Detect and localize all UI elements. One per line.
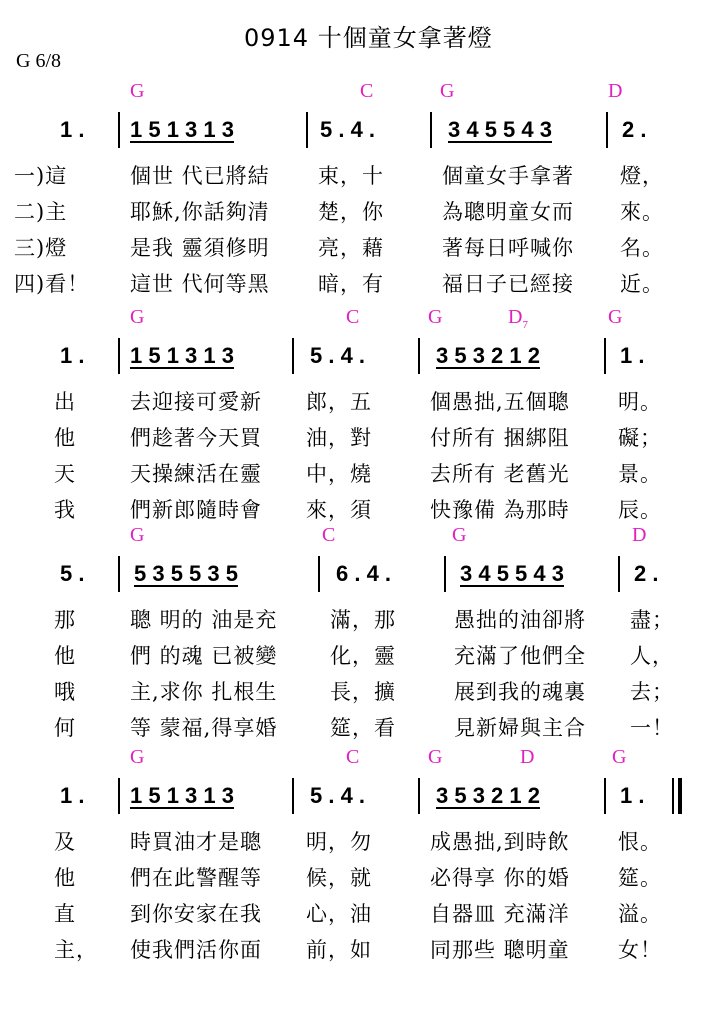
lyric-segment: 二)主 [14,200,68,224]
lyric-segment: 他 [54,866,76,890]
lyric-segment: 明，勿 [306,830,372,854]
note-group: 5 . 4 . [310,343,366,368]
lyric-segment: 前，如 [306,938,372,962]
lyric-segment: 心，油 [306,902,372,926]
note-group: 3 4 5 5 4 3 [460,561,564,586]
key-signature: G 6/8 [16,50,61,72]
note-group: 3 5 3 2 1 2 [436,783,540,808]
lyric-segment: 及 [54,830,76,854]
lyric-segment: 這世 代何等黑 [130,272,270,296]
lyric-segment: 楚，你 [318,200,384,224]
lyric-segment: 化，靈 [330,644,396,668]
bar-line [430,112,432,148]
note-group: 3 4 5 5 4 3 [448,117,552,142]
bar-line [444,556,446,592]
lyric-segment: 聰 明的 油是充 [130,608,278,632]
lyric-segment: 個愚拙,五個聰 [430,390,570,414]
bar-line [306,112,308,148]
chord-symbol: C [346,746,360,768]
lyric-segment: 充滿了他們全 [454,644,586,668]
note-group: 1 . [620,783,645,808]
note-group: 1 5 1 3 1 3 [130,783,234,808]
chord-symbol: G [608,306,623,328]
lyric-segment: 自器皿 充滿洋 [430,902,570,926]
chord-symbol: C [346,306,360,328]
lyric-segment: 時買油才是聰 [130,830,262,854]
lyric-segment: 個世 代已將結 [130,164,270,188]
chord-symbol: G [612,746,627,768]
lyric-segment: 辰。 [618,498,662,522]
lyric-segment: 使我們活你面 [130,938,262,962]
note-group: 5 . 4 . [310,783,366,808]
lyric-segment: 同那些 聰明童 [430,938,570,962]
chord-symbol: G [452,524,467,546]
lyric-segment: 福日子已經接 [442,272,574,296]
bar-line [292,338,294,374]
note-group: 1 . [60,117,85,142]
lyric-segment: 快豫備 為那時 [430,498,570,522]
lyric-segment: 長，擴 [330,680,396,704]
lyric-segment: 燈， [620,164,664,188]
bar-line [618,556,620,592]
lyric-segment: 等 蒙福,得享婚 [130,716,278,740]
note-group: 2 . [622,117,647,142]
lyric-segment: 中，燒 [306,462,372,486]
bar-line [118,112,120,148]
chord-symbol: G [440,80,455,102]
lyric-segment: 展到我的魂裏 [454,680,586,704]
lyric-segment: 們 的魂 已被變 [130,644,278,668]
lyric-segment: 來，須 [306,498,372,522]
note-group: 5 . [60,561,85,586]
lyric-segment: 們新郎隨時會 [130,498,262,522]
lyric-segment: 我 [54,498,76,522]
note-group: 6 . 4 . [336,561,392,586]
note-group: 5 3 5 5 3 5 [134,561,238,586]
lyric-segment: 見新婦與主合 [454,716,586,740]
lyric-segment: 們在此警醒等 [130,866,262,890]
lyric-segment: 油，對 [306,426,372,450]
lyric-segment: 女！ [618,938,662,962]
lyric-segment: 一)這 [14,164,68,188]
chord-symbol: G [130,306,145,328]
lyric-segment: 四)看！ [14,272,90,296]
lyric-segment: 暗，有 [318,272,384,296]
lyric-segment: 個童女手拿著 [442,164,574,188]
bar-line [604,338,606,374]
chord-symbol: C [360,80,374,102]
lyric-segment: 筵。 [618,866,662,890]
lyric-segment: 三)燈 [14,236,68,260]
chord-symbol: G [130,746,145,768]
bar-line [118,556,120,592]
note-group: 3 5 3 2 1 2 [436,343,540,368]
lyric-segment: 到你安家在我 [130,902,262,926]
lyric-segment: 為聰明童女而 [442,200,574,224]
lyric-segment: 是我 靈須修明 [130,236,270,260]
chord-symbol: G [130,524,145,546]
lyric-segment: 筵，看 [330,716,396,740]
lyric-segment: 溢。 [618,902,662,926]
chord-symbol: D [520,746,535,768]
lyric-segment: 們趁著今天買 [130,426,262,450]
bar-line [604,778,606,814]
lyric-segment: 他 [54,644,76,668]
lyric-segment: 成愚拙,到時飲 [430,830,570,854]
chord-symbol: D [632,524,647,546]
lyric-segment: 著每日呼喊你 [442,236,574,260]
lyric-segment: 愚拙的油卻將 [454,608,586,632]
lyric-segment: 一！ [630,716,674,740]
note-group: 1 5 1 3 1 3 [130,343,234,368]
lyric-segment: 人， [630,644,674,668]
lyric-segment: 去； [630,680,674,704]
lyric-segment: 那 [54,608,76,632]
lyric-segment: 近。 [620,272,664,296]
lyric-segment: 來。 [620,200,664,224]
lyric-segment: 候，就 [306,866,372,890]
final-bar-thin [672,778,674,814]
note-group: 1 5 1 3 1 3 [130,117,234,142]
lyric-segment: 必得享 你的婚 [430,866,570,890]
lyric-segment: 何 [54,716,76,740]
lyric-segment: 耶穌,你話夠清 [130,200,270,224]
lyric-segment: 礙； [618,426,662,450]
lyric-segment: 去迎接可愛新 [130,390,262,414]
lyric-segment: 盡； [630,608,674,632]
lyric-segment: 哦 [54,680,76,704]
chord-symbol: $D_7$ [508,306,528,331]
note-group: 5 . 4 . [320,117,376,142]
chord-symbol: G [428,306,443,328]
lyric-segment: 主， [54,938,98,962]
note-group: 1 . [60,783,85,808]
lyric-segment: 天操練活在靈 [130,462,262,486]
lyric-segment: 出 [54,390,76,414]
chord-symbol: C [322,524,336,546]
bar-line [292,778,294,814]
final-bar-line [678,778,682,814]
lyric-segment: 亮，藉 [318,236,384,260]
lyric-segment: 名。 [620,236,664,260]
bar-line [418,338,420,374]
lyric-segment: 明。 [618,390,662,414]
lyric-segment: 滿，那 [330,608,396,632]
lyric-segment: 郎，五 [306,390,372,414]
lyric-segment: 付所有 捆綁阻 [430,426,570,450]
bar-line [418,778,420,814]
note-group: 1 . [620,343,645,368]
lyric-segment: 直 [54,902,76,926]
hymn-title: 0914 十個童女拿著燈 [244,24,493,52]
chord-symbol: D [608,80,623,102]
lyric-segment: 景。 [618,462,662,486]
lyric-segment: 主,求你 扎根生 [130,680,278,704]
chord-symbol: G [428,746,443,768]
bar-line [318,556,320,592]
lyric-segment: 他 [54,426,76,450]
bar-line [606,112,608,148]
lyric-segment: 去所有 老舊光 [430,462,570,486]
note-group: 1 . [60,343,85,368]
bar-line [118,778,120,814]
note-group: 2 . [634,561,659,586]
lyric-segment: 天 [54,462,76,486]
chord-symbol: G [130,80,145,102]
bar-line [118,338,120,374]
lyric-segment: 束，十 [318,164,384,188]
lyric-segment: 恨。 [618,830,662,854]
